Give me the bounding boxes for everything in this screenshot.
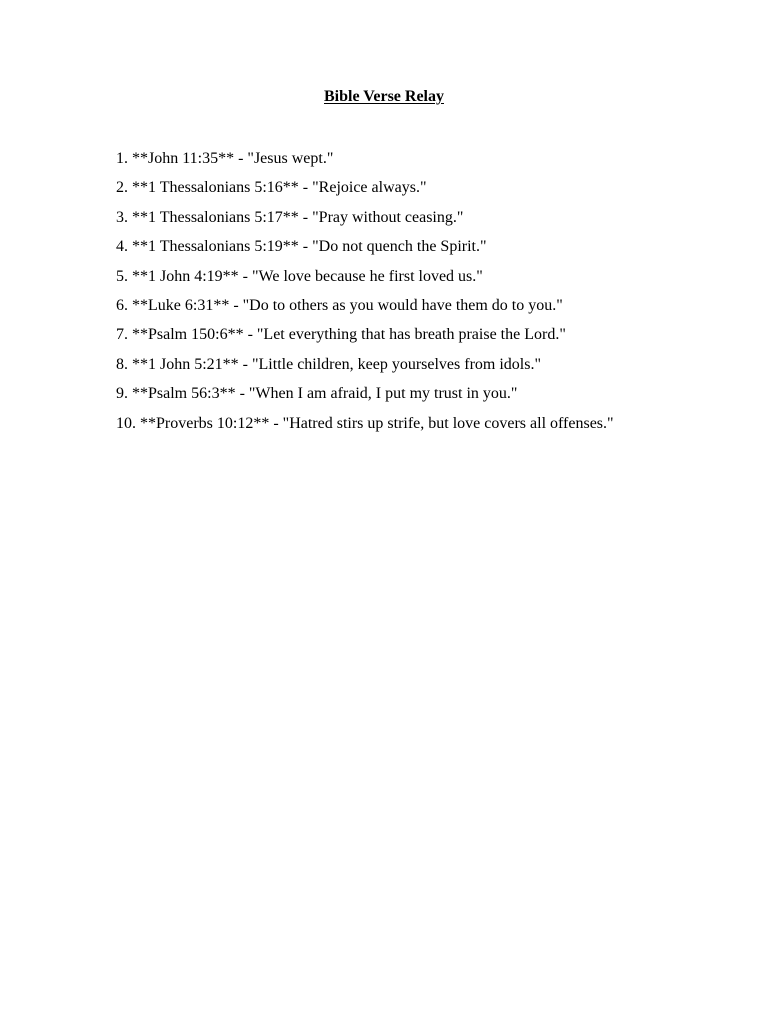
verse-item-7: 7. **Psalm 150:6** - "Let everything that has breath praise the Lord." bbox=[116, 326, 566, 344]
verse-list bbox=[116, 144, 636, 438]
verse-item-9: 9. **Psalm 56:3** - "When I am afraid, I put my trust in you." bbox=[116, 385, 518, 403]
verse-item-8: 8. **1 John 5:21** - "Little children, keep yourselves from idols." bbox=[116, 355, 541, 373]
verse-item-4: 4. **1 Thessalonians 5:19** - "Do not quench the Spirit." bbox=[116, 238, 487, 256]
verse-item-6: 6. **Luke 6:31** - "Do to others as you would have them do to you." bbox=[116, 297, 563, 315]
verse-item-3: 3. **1 Thessalonians 5:17** - "Pray without ceasing." bbox=[116, 208, 464, 226]
verse-item-10: 10. **Proverbs 10:12** - "Hatred stirs up strife, but love covers all offenses." bbox=[116, 414, 614, 432]
verse-item-1: 1. **John 11:35** - "Jesus wept." bbox=[116, 150, 334, 167]
verse-item-5: 5. **1 John 4:19** - "We love because he first loved us." bbox=[116, 267, 483, 285]
verse-item-2: 2. **1 Thessalonians 5:16** - "Rejoice always." bbox=[116, 179, 427, 197]
page-title: Bible Verse Relay bbox=[324, 88, 444, 105]
